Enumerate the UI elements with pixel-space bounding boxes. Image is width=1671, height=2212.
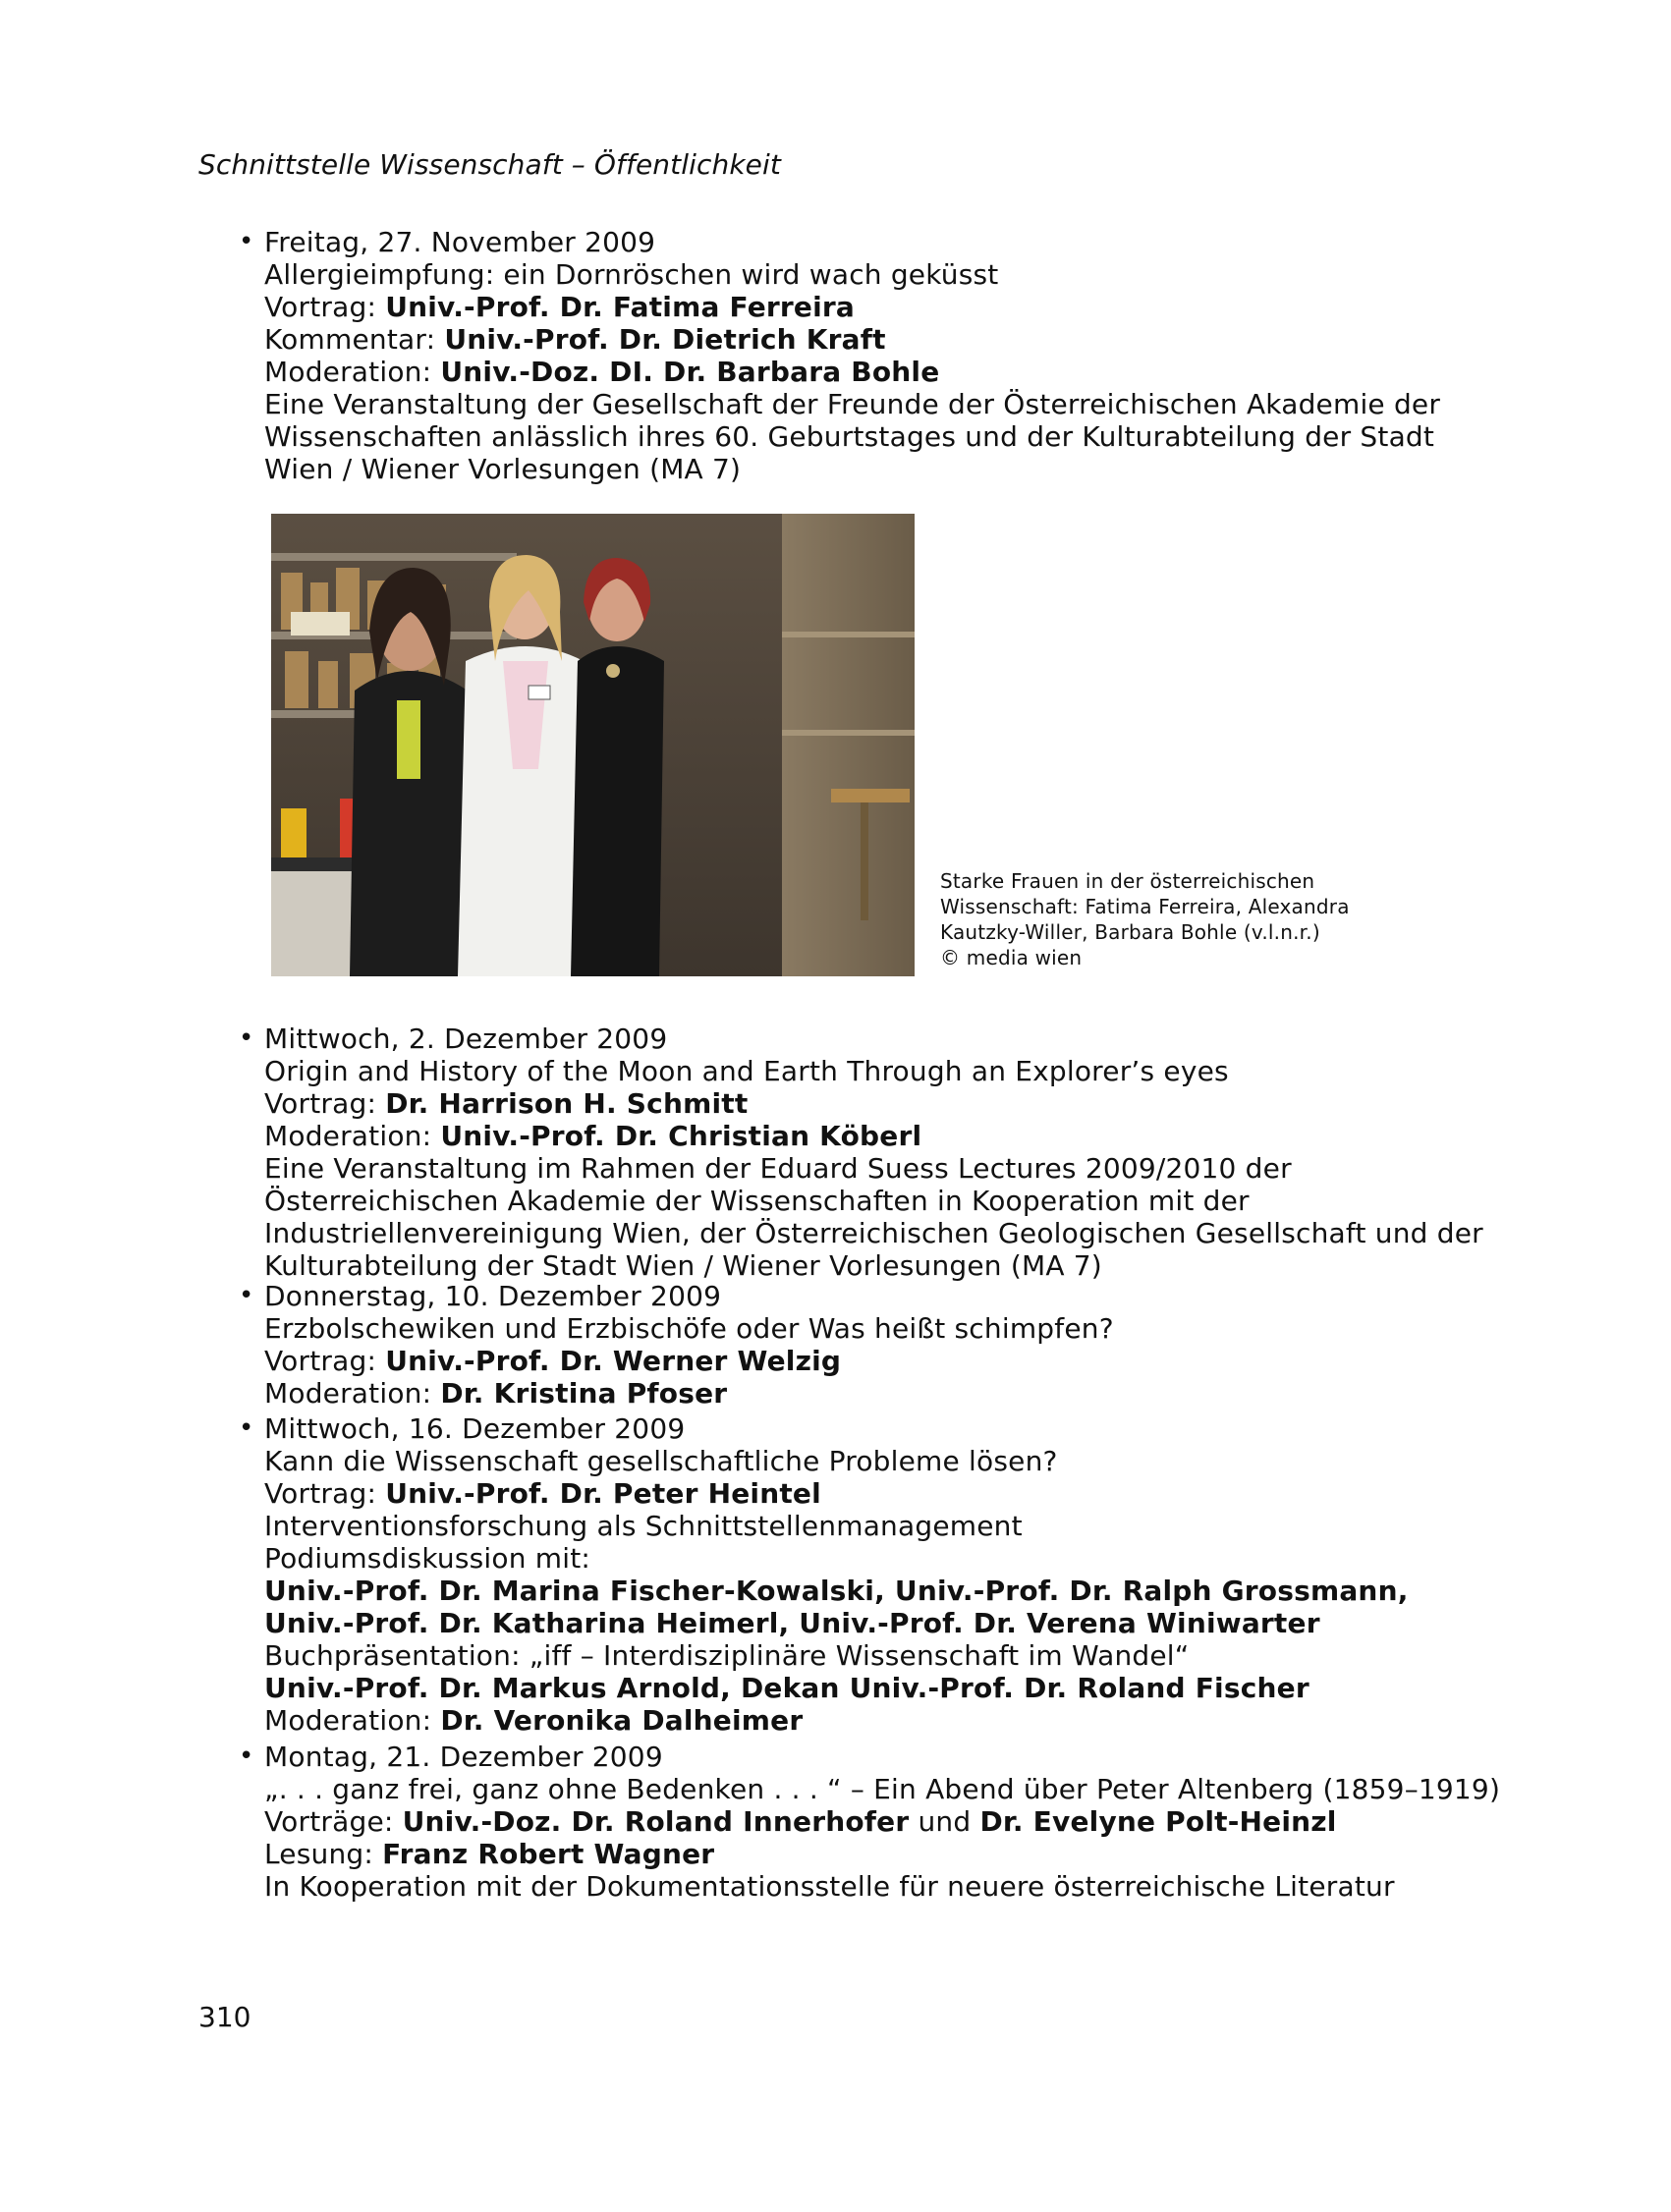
event-note: Österreichischen Akademie der Wissenschaften in Kooperation mit der [264,1185,1250,1217]
event-note: Kulturabteilung der Stadt Wien / Wiener Vorlesungen (MA 7) [264,1249,1102,1282]
bullet-icon: • [239,1023,254,1053]
photo-illustration [271,514,915,976]
event-date: Freitag, 27. November 2009 [264,226,656,258]
bullet-icon: • [239,1281,254,1310]
bullet-icon: • [239,1742,254,1771]
bullet-icon: • [239,1413,254,1443]
event-panelists: Univ.-Prof. Dr. Katharina Heimerl, Univ.-Prof. Dr. Verena Winiwarter [264,1607,1320,1639]
caption-line: Wissenschaft: Fatima Ferreira, Alexandra [940,895,1350,918]
event-note: Wissenschaften anlässlich ihres 60. Geburtstages und der Kulturabteilung der Stadt [264,420,1435,453]
caption-line: © media wien [940,946,1083,969]
event-title: Erzbolschewiken und Erzbischöfe oder Was heißt schimpfen? [264,1312,1114,1345]
event-photo [271,514,915,976]
event-date: Mittwoch, 2. Dezember 2009 [264,1023,668,1055]
event-title: Allergieimpfung: ein Dornröschen wird wach geküsst [264,258,999,291]
bullet-icon: • [239,227,254,256]
event-note: Wien / Wiener Vorlesungen (MA 7) [264,453,742,485]
event-note: Industriellenvereinigung Wien, der Österreichischen Geologischen Gesellschaft und der [264,1217,1483,1249]
event-lines [264,1412,1502,1737]
event-note: In Kooperation mit der Dokumentationsstelle für neuere österreichische Literatur [264,1870,1395,1903]
event-presenters: Univ.-Prof. Dr. Markus Arnold, Dekan Univ.-Prof. Dr. Roland Fischer [264,1672,1309,1704]
event-panelists: Univ.-Prof. Dr. Marina Fischer-Kowalski, Univ.-Prof. Dr. Ralph Grossmann, [264,1575,1409,1607]
event-speaker: Vortrag: Univ.-Prof. Dr. Peter Heintel [264,1477,821,1510]
event-note: Interventionsforschung als Schnittstellenmanagement [264,1510,1023,1542]
event-note: Podiumsdiskussion mit: [264,1542,591,1575]
caption-line: Starke Frauen in der österreichischen [940,869,1315,893]
caption-line: Kautzky-Willer, Barbara Bohle (v.l.n.r.) [940,920,1320,944]
event-lines [264,226,1502,485]
event-speaker: Vortrag: Univ.-Prof. Dr. Fatima Ferreira [264,291,855,323]
event-reading: Lesung: Franz Robert Wagner [264,1838,715,1870]
event-lines [264,1741,1502,1903]
event-commentator: Kommentar: Univ.-Prof. Dr. Dietrich Kraft [264,323,886,356]
page-number: 310 [198,2001,251,2033]
event-speaker: Vortrag: Univ.-Prof. Dr. Werner Welzig [264,1345,842,1377]
event-moderator: Moderation: Dr. Veronika Dalheimer [264,1704,804,1737]
event-title: „. . . ganz frei, ganz ohne Bedenken . . . “ – Ein Abend über Peter Altenberg (1859–1919) [264,1773,1501,1805]
event-date: Montag, 21. Dezember 2009 [264,1741,663,1773]
event-moderator: Moderation: Univ.-Doz. DI. Dr. Barbara Bohle [264,356,940,388]
event-lines [264,1023,1502,1282]
event-moderator: Moderation: Dr. Kristina Pfoser [264,1377,728,1410]
event-title: Kann die Wissenschaft gesellschaftliche Probleme lösen? [264,1445,1058,1477]
photo-caption [940,868,1372,970]
event-book-presentation: Buchpräsentation: „iff – Interdisziplinäre Wissenschaft im Wandel“ [264,1639,1190,1672]
running-head: Schnittstelle Wissenschaft – Öffentlichkeit [198,148,781,181]
event-title: Origin and History of the Moon and Earth Through an Explorer’s eyes [264,1055,1229,1087]
event-note: Eine Veranstaltung der Gesellschaft der Freunde der Österreichischen Akademie der [264,388,1441,420]
event-date: Mittwoch, 16. Dezember 2009 [264,1412,686,1445]
event-note: Eine Veranstaltung im Rahmen der Eduard Suess Lectures 2009/2010 der [264,1152,1292,1185]
event-lines [264,1280,1502,1410]
event-speaker: Vortrag: Dr. Harrison H. Schmitt [264,1087,749,1120]
event-speakers: Vorträge: Univ.-Doz. Dr. Roland Innerhofer und Dr. Evelyne Polt-Heinzl [264,1805,1337,1838]
event-moderator: Moderation: Univ.-Prof. Dr. Christian Köberl [264,1120,922,1152]
event-date: Donnerstag, 10. Dezember 2009 [264,1280,722,1312]
